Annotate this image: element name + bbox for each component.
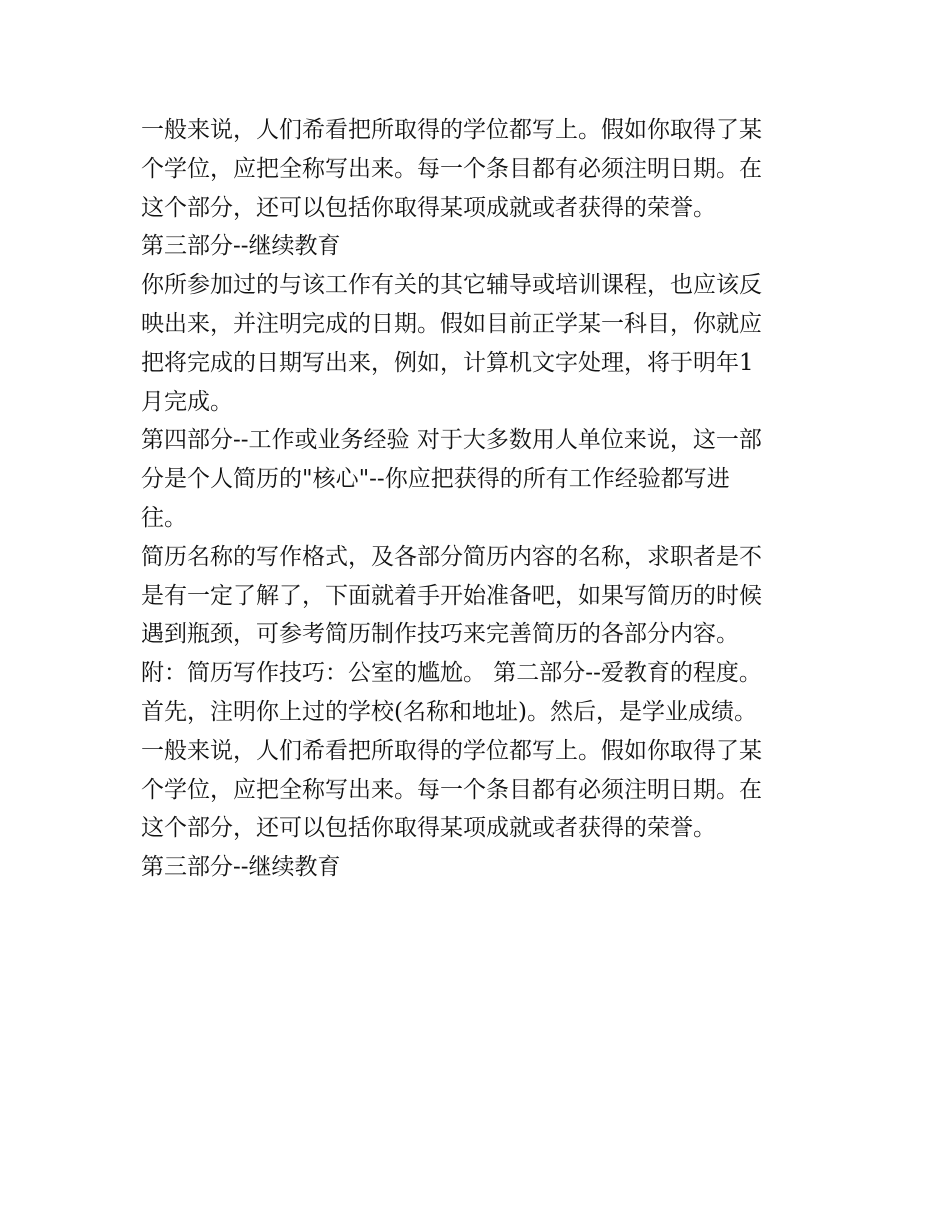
text-line: 遇到瓶颈，可参考简历制作技巧来完善简历的各部分内容。	[141, 621, 739, 648]
text-line: 一般来说，人们希看把所取得的学位都写上。假如你取得了某	[141, 737, 762, 764]
text-line: 这个部分，还可以包括你取得某项成就或者获得的荣誉。	[141, 194, 716, 221]
text-line: 这个部分，还可以包括你取得某项成就或者获得的荣誉。	[141, 815, 716, 842]
text-line: 是有一定了解了，下面就着手开始准备吧，如果写简历的时候	[141, 582, 762, 609]
text-line: 往。	[141, 504, 187, 531]
document-body	[141, 111, 821, 887]
section-heading: 第三部分--继续教育	[141, 233, 341, 260]
text-line: 你所参加过的与该工作有关的其它辅导或培训课程，也应该反	[141, 272, 762, 299]
text-line: 个学位，应把全称写出来。每一个条目都有必须注明日期。在	[141, 776, 762, 803]
text-line: 首先，注明你上过的学校(名称和地址)。然后，是学业成绩。	[141, 698, 757, 725]
text-line: 个学位，应把全称写出来。每一个条目都有必须注明日期。在	[141, 155, 762, 182]
section-heading: 第三部分--继续教育	[141, 854, 341, 881]
text-line: 把将完成的日期写出来，例如，计算机文字处理，将于明年1	[141, 349, 754, 376]
text-line: 映出来，并注明完成的日期。假如目前正学某一科目，你就应	[141, 310, 762, 337]
text-line: 第四部分--工作或业务经验 对于大多数用人单位来说，这一部	[141, 427, 762, 454]
text-line: 月完成。	[141, 388, 233, 415]
text-line: 简历名称的写作格式，及各部分简历内容的名称，求职者是不	[141, 543, 762, 570]
text-line: 一般来说，人们希看把所取得的学位都写上。假如你取得了某	[141, 117, 762, 143]
text-line: 分是个人简历的"核心"--你应把获得的所有工作经验都写进	[141, 466, 730, 493]
text-line: 附：简历写作技巧：公室的尴尬。 第二部分--爱教育的程度。	[141, 660, 762, 687]
